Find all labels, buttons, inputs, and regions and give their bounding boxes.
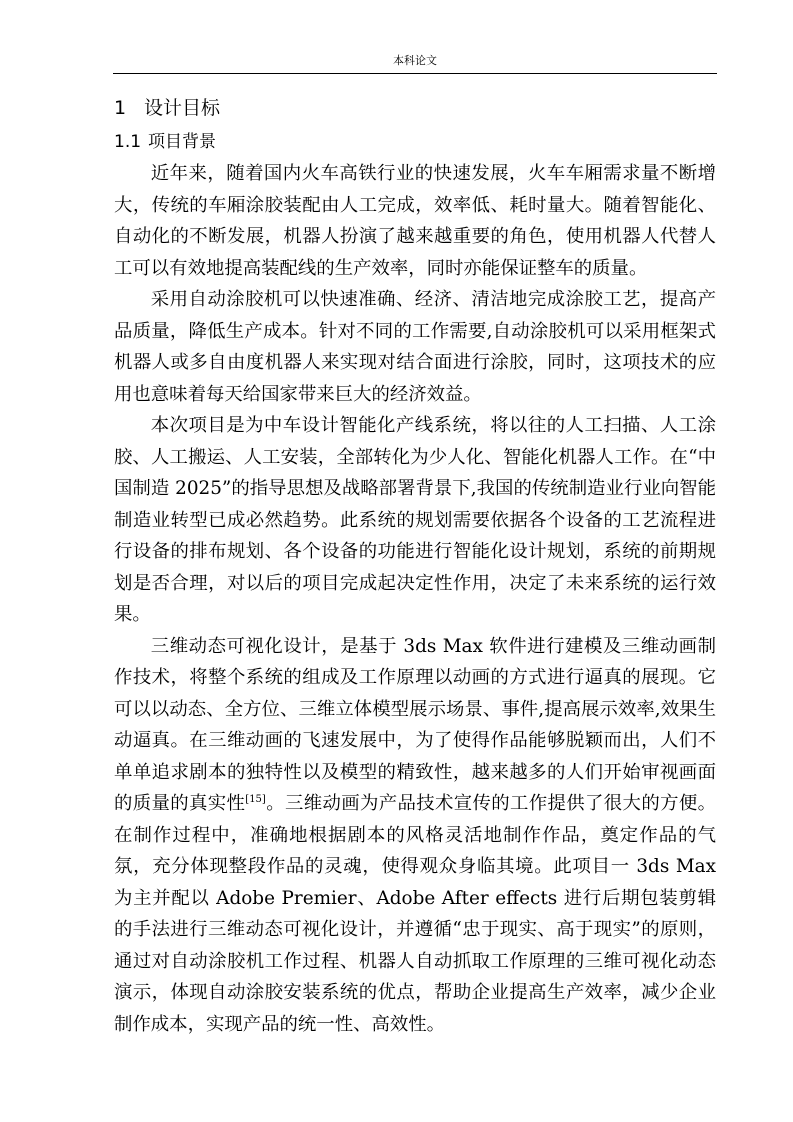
citation-ref: [15] [245, 793, 266, 805]
subsection-heading [114, 126, 716, 158]
paragraph-4-text-a: 三维动态可视化设计，是基于 3ds Max 软件进行建模及三维动画制作技术，将整个系统的组成及工作原理以动画的方式进行逼真的展现。它可以以动态、全方位、三维立体模型展示场景、事件,提高展示效率,效果生动逼真。在三维动画的飞速发展中，为了使得作品能够脱颖而出，人们不单单追求剧本的独特性以及模型的精致性，越来越多的人们开始审视画面的质量的真实性 [114, 635, 716, 814]
paragraph-3: 本次项目是为中车设计智能化产线系统，将以往的人工扫描、人工涂胶、人工搬运、人工安装，全部转化为少人化、智能化机器人工作。在“中国制造 2025”的指导思想及战略部署背景下,我国的传统制造业行业向智能制造业转型已成必然趋势。此系统的规划需要依据各个设备的工艺流程进行设备的排布规划、各个设备的功能进行智能化设计规划，系统的前期规划是否合理，对以后的项目完成起决定性作用，决定了未来系统的运行效果。 [114, 415, 716, 625]
running-header: 本科论文 [393, 54, 437, 67]
paragraph-1: 近年来，随着国内火车高铁行业的快速发展，火车车厢需求量不断增大，传统的车厢涂胶装配由人工完成，效率低、耗时量大。随着智能化、自动化的不断发展，机器人扮演了越来越重要的角色，使用机器人代替人工可以有效地提高装配线的生产效率，同时亦能保证整车的质量。 [114, 163, 716, 279]
paragraph-4-text-b: 。三维动画为产品技术宣传的工作提供了很大的方便。在制作过程中，准确地根据剧本的风格灵活地制作作品，奠定作品的气氛，充分体现整段作品的灵魂，使得观众身临其境。此项目一 3ds Max 为主并配以 Adobe Premier、Adobe After effects 进行后期包装剪辑的手法进行三维动态可视化设计，并遵循“忠于现实、高于现实”的原则，通过对自动涂胶机工作过程、机器人自动抓取工作原理的三维可视化动态演示，体现自动涂胶安装系统的优点，帮助企业提高生产效率，减少企业制作成本，实现产品的统一性、高效性。 [114, 793, 716, 1035]
paragraph-2: 采用自动涂胶机可以快速准确、经济、清洁地完成涂胶工艺，提高产品质量，降低生产成本。针对不同的工作需要,自动涂胶机可以采用框架式机器人或多自由度机器人来实现对结合面进行涂胶，同时，这项技术的应用也意味着每天给国家带来巨大的经济效益。 [114, 289, 716, 405]
paragraph-4 [114, 631, 716, 1041]
page-body [114, 90, 716, 1040]
subsection-number: 1.1 [114, 132, 142, 152]
subsection-title: 项目背景 [148, 132, 216, 152]
section-title: 设计目标 [144, 97, 221, 119]
section-number: 1 [114, 97, 127, 119]
header-divider [113, 73, 717, 74]
section-heading [114, 90, 716, 126]
